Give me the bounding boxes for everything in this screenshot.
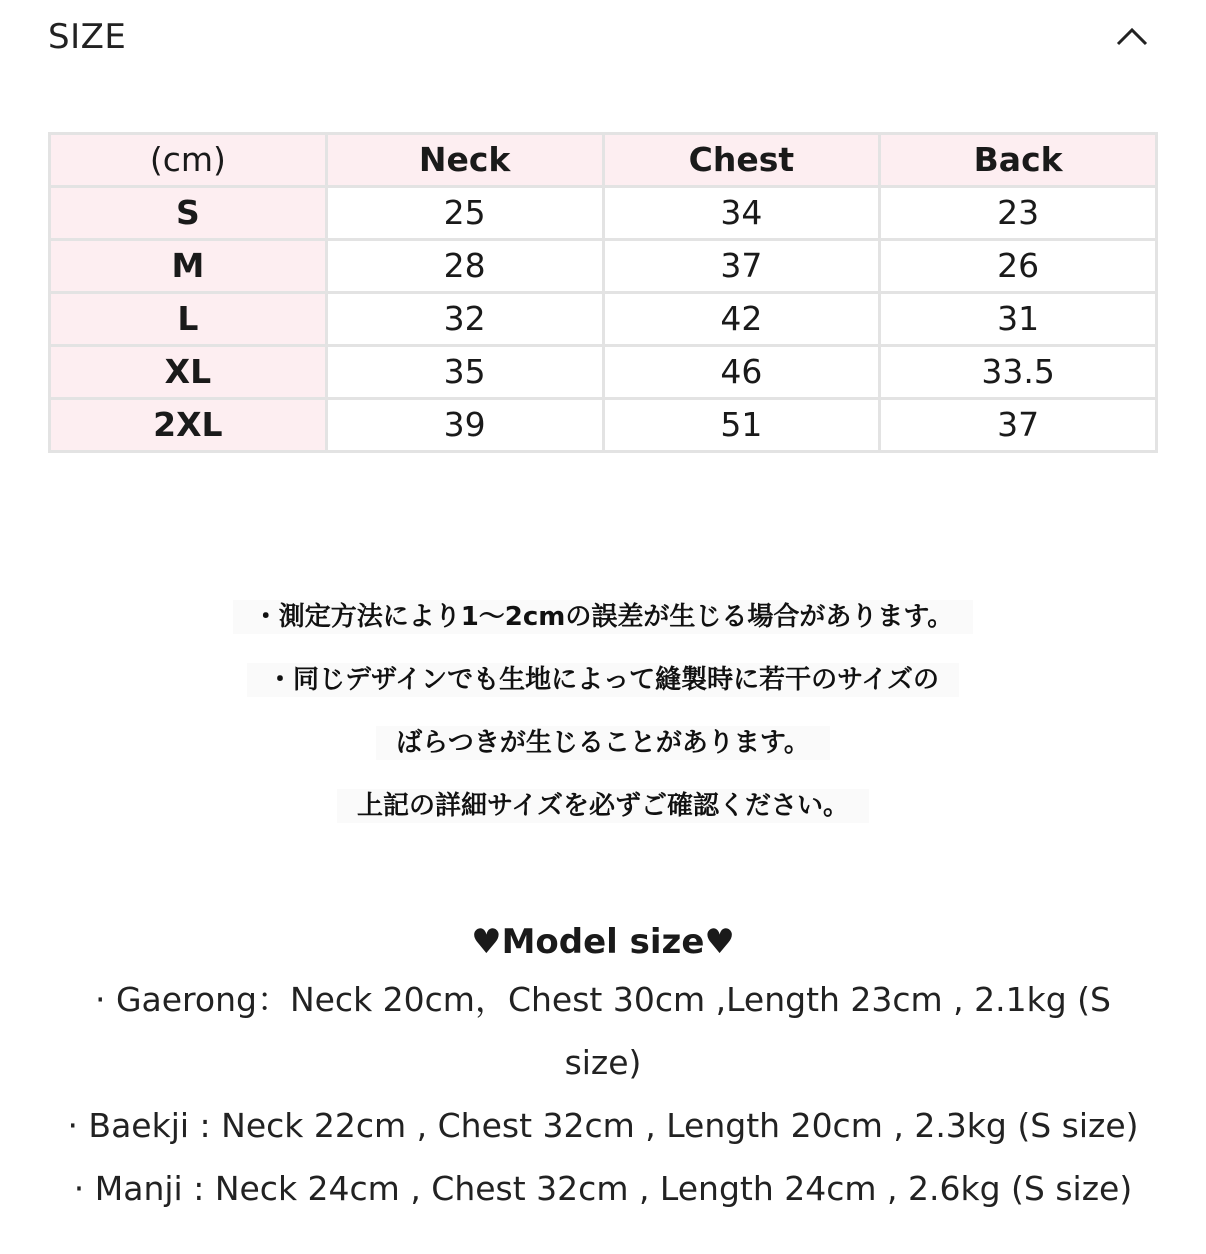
table-cell: 25 [326,187,603,240]
note-line [0,663,1206,726]
table-cell: 31 [880,293,1157,346]
note-text: ・測定方法により1〜2cmの誤差が生じる場合があります。 [233,600,974,634]
note-line [0,789,1206,852]
note-line [0,726,1206,789]
chevron-up-icon [1110,14,1154,58]
column-header-chest: Chest [603,134,880,187]
table-row [50,399,1157,452]
note-line [0,600,1206,663]
section-title: SIZE [48,17,127,57]
column-header-neck: Neck [326,134,603,187]
row-label: S [50,187,327,240]
unit-header: (cm) [50,134,327,187]
size-section-header[interactable] [0,0,1206,80]
model-size-line: · Baekji : Neck 22cm , Chest 32cm , Length 20cm , 2.3kg (S size) [67,1106,1139,1145]
table-row [50,240,1157,293]
model-size-title: ♥Model size♥ [471,922,735,962]
model-size-section [0,916,1206,1220]
table-header-row [50,134,1157,187]
table-row [50,346,1157,399]
table-cell: 39 [326,399,603,452]
table-cell: 23 [880,187,1157,240]
size-chart-table [48,132,1158,453]
model-size-line: · Manji : Neck 24cm , Chest 32cm , Length 24cm , 2.6kg (S size) [73,1169,1133,1208]
table-cell: 32 [326,293,603,346]
measurement-notes [0,600,1206,852]
table-cell: 42 [603,293,880,346]
table-cell: 37 [603,240,880,293]
table-cell: 51 [603,399,880,452]
table-cell: 35 [326,346,603,399]
table-row [50,187,1157,240]
column-header-back: Back [880,134,1157,187]
table-row [50,293,1157,346]
row-label: XL [50,346,327,399]
table-cell: 28 [326,240,603,293]
note-text: 上記の詳細サイズを必ずご確認ください。 [337,789,869,823]
table-cell: 33.5 [880,346,1157,399]
note-text: ばらつきが生じることがあります。 [376,726,830,760]
table-cell: 37 [880,399,1157,452]
note-text: ・同じデザインでも生地によって縫製時に若干のサイズの [247,663,959,697]
row-label: L [50,293,327,346]
table-cell: 34 [603,187,880,240]
table-cell: 26 [880,240,1157,293]
row-label: 2XL [50,399,327,452]
model-size-line: · Gaerong：Neck 20cm，Chest 30cm ,Length 23cm , 2.1kg (S size) [94,980,1112,1082]
collapse-toggle-button[interactable] [1110,14,1154,58]
row-label: M [50,240,327,293]
table-cell: 46 [603,346,880,399]
